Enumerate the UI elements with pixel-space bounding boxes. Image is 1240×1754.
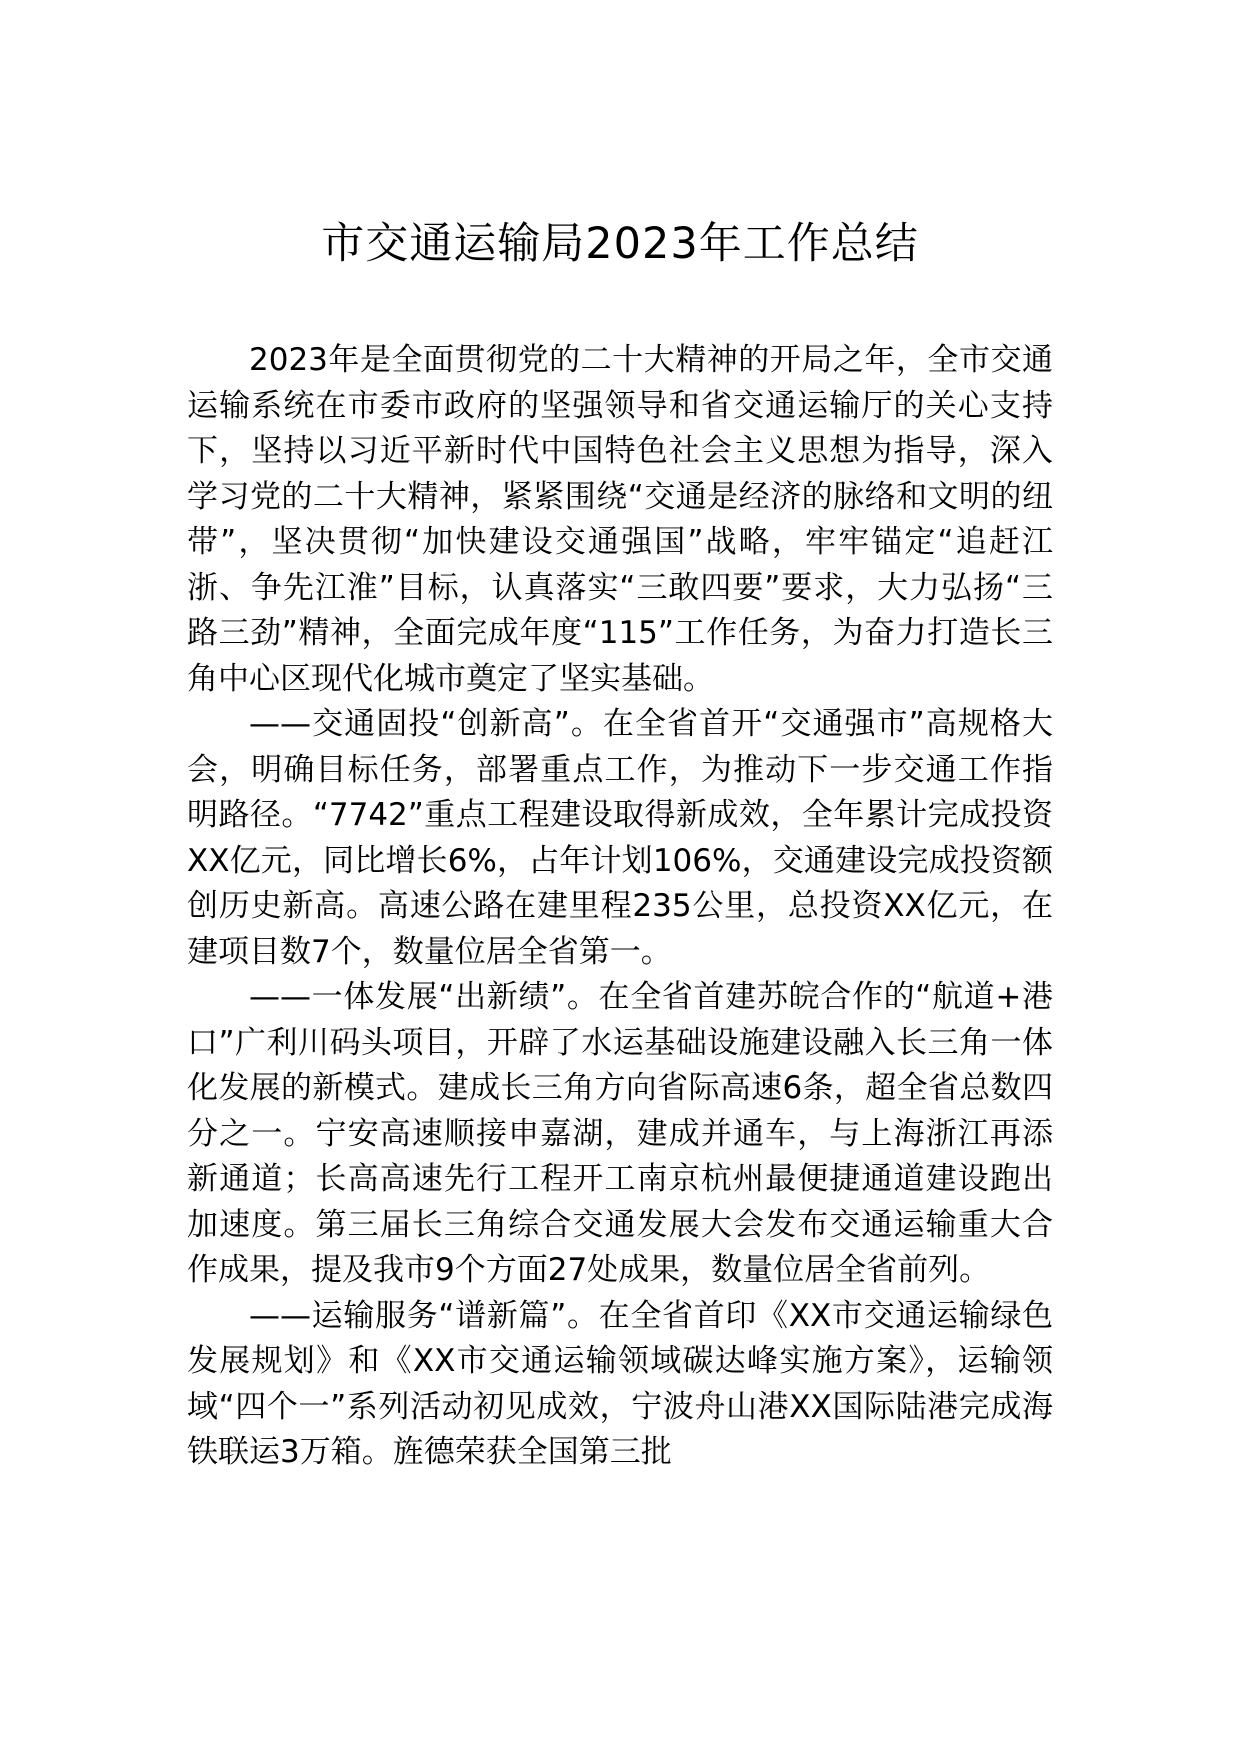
paragraph-intro: 2023年是全面贯彻党的二十大精神的开局之年，全市交通运输系统在市委市政府的坚强领导和省交通运输厅的关心支持下，坚持以习近平新时代中国特色社会主义思想为指导，深入学习党的二十大精神，紧紧围绕“交通是经济的脉络和文明的纽带”，坚决贯彻“加快建设交通强国”战略，牢牢锚定“追赶江浙、争先江淮”目标，认真落实“三敢四要”要求，大力弘扬“三路三劲”精神，全面完成年度“115”工作任务，为奋力打造长三角中心区现代化城市奠定了坚实基础。 bbox=[187, 342, 1053, 697]
document-body bbox=[187, 338, 1053, 1476]
paragraph-transport-service: ——运输服务“谱新篇”。在全省首印《XX市交通运输绿色发展规划》和《XX市交通运输领域碳达峰实施方案》，运输领域“四个一”系列活动初见成效，宁波舟山港XX国际陆港完成海铁联运3万箱。旌德荣获全国第三批 bbox=[187, 1297, 1053, 1470]
paragraph-investment: ——交通固投“创新高”。在全省首开“交通强市”高规格大会，明确目标任务，部署重点工作，为推动下一步交通工作指明路径。“7742”重点工程建设取得新成效，全年累计完成投资XX亿元，同比增长6%，占年计划106%，交通建设完成投资额创历史新高。高速公路在建里程235公里，总投资XX亿元，在建项目数7个，数量位居全省第一。 bbox=[187, 706, 1053, 970]
paragraph-integration: ——一体发展“出新绩”。在全省首建苏皖合作的“航道+港口”广利川码头项目，开辟了水运基础设施建设融入长三角一体化发展的新模式。建成长三角方向省际高速6条，超全省总数四分之一。宁安高速顺接申嘉湖，建成并通车，与上海浙江再添新通道；长高高速先行工程开工南京杭州最便捷通道建设跑出加速度。第三届长三角综合交通发展大会发布交通运输重大合作成果，提及我市9个方面27处成果，数量位居全省前列。 bbox=[187, 979, 1053, 1288]
document-title: 市交通运输局2023年工作总结 bbox=[321, 219, 919, 269]
